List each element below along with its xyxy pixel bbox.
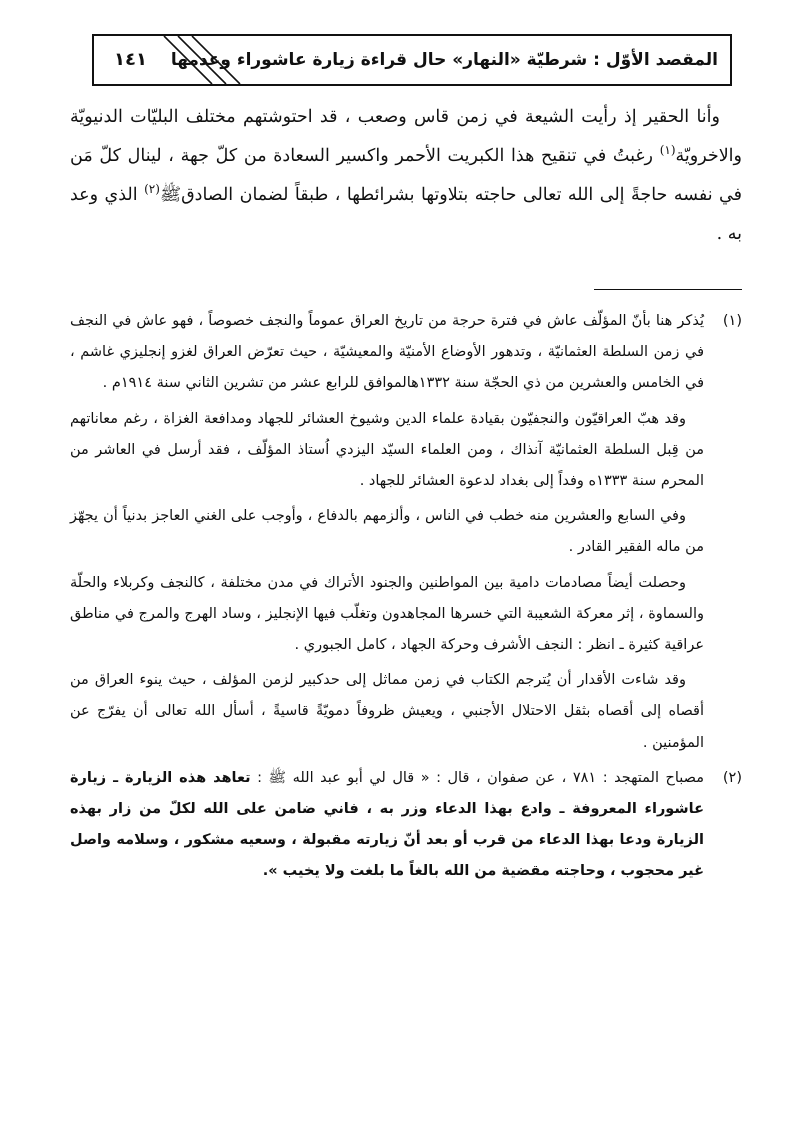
footnotes: [70, 306, 742, 892]
footnote-paragraph: [70, 763, 704, 888]
footnote-paragraph: يُذكر هنا بأنّ المؤلّف عاش في فترة حرجة من تاريخ العراق عموماً والنجف خصوصاً ، فهو عاش في النجف في زمن السلطة العثمانيّة ، وتدهور الأوضاع الأمنيّة والمعيشيّة ، حيث تعرّض العراق لغزو إنجليزي غاشم ، في الخامس والعشرين من ذي الحجّة سنة ١٣٣٢هالموافق للرابع عشر من تشرين الثاني سنة ١٩١٤م .: [70, 313, 704, 392]
footnote-paragraph: وقد هبّ العراقيّون والنجفيّون بقيادة علماء الدين وشيوخ العشائر للجهاد ومدافعة الغزاة ، رغم معاناتهم من قِبل السلطة العثمانيّة آنذاك ، ومن العلماء السيّد اليزدي اُستاذ المؤلّف ، فقد أرسل في العاشر من المحرم سنة ١٣٣٣ه وفداً إلى بغداد لدعوة العشائر للجهاد .: [70, 410, 704, 490]
main-paragraph: وأنا الحقير إذ رأيت الشيعة في زمن قاس وصعب ، قد احتوشتهم مختلف البليّات الدنيويّة والاخرويّة$^{(١)}$ رغبتُ في تنقيح هذا الكبريت الأحمر واكسير السعادة من كلّ جهة ، لينال كلّ مَن في نفسه حاجةً إلى الله تعالى حاجته بتلاوتها بشرائطها ، طبقاً لضمان الصادقﷺ$^{(٢)}$ الذي وعد به .: [70, 107, 742, 244]
footnote-number: (١): [722, 313, 742, 329]
footnote-paragraph: وحصلت أيضاً مصادمات دامية بين المواطنين والجنود الأتراك في مدن مختلفة ، كالنجف وكربلاء والحلّة والسماوة ، إثر معركة الشعيبة التي خسرها المجاهدون وتغلّب فيها الإنجليز ، وساد الهرج والمرج في مناطق عراقية كثيرة ـ انظر : النجف الأشرف وحركة الجهاد ، كامل الجبوري .: [70, 574, 704, 654]
footnote-1: [70, 306, 742, 759]
footnote-number: (٢): [722, 769, 742, 786]
footnote-ref-2[interactable]: (٢): [144, 182, 160, 197]
page-header: [92, 34, 732, 86]
main-text: [70, 98, 742, 254]
header-title: المقصد الأوّل : شرطيّة «النهار» حال قراءة زيارة عاشوراء وعدمها: [170, 50, 718, 70]
honorific-glyph: ﷺ: [159, 185, 182, 205]
footnote-2: [70, 763, 742, 888]
footnote-ref-1[interactable]: (١): [659, 143, 676, 158]
footnote-source: مصباح المتهجد : ٧٨١ ، عن صفوان ، قال : « قال لي أبو عبد الله ﷺ :: [250, 769, 704, 786]
footnote-quote: تعاهد هذه الزيارة ـ زيارة عاشوراء المعروفة ـ وادع بهذا الدعاء وزر به ، فاني ضامن على الله لكلّ من زار بهذه الزيارة ودعا بهذا الدعاء من قرب أو بعد أنّ زيارته مقبولة ، وسعيه مشكور ، وسلامه واصل غير محجوب ، وحاجته مقضية من الله بالغاً ما بلغت ولا يخيب ».: [70, 769, 704, 880]
footnote-paragraph: وفي السابع والعشرين منه خطب في الناس ، وألزمهم بالدفاع ، وأوجب على الغني العاجز بدنياً أن يجهّز من ماله الفقير القادر .: [70, 508, 704, 556]
page-number: ١٤١: [114, 49, 147, 70]
footnote-paragraph: وقد شاءت الأقدار أن يُترجم الكتاب في زمن مماثل إلى حدكبير لزمن المؤلف ، حيث ينوء العراق من أقصاه إلى أقصاه بثقل الاحتلال الأجنبي ، ويعيش ظروفاً دمويّةً قاسيةً ، أسأل الله تعالى أن يفرّج عن المؤمنين .: [70, 672, 704, 751]
footnote-separator: [594, 289, 742, 290]
